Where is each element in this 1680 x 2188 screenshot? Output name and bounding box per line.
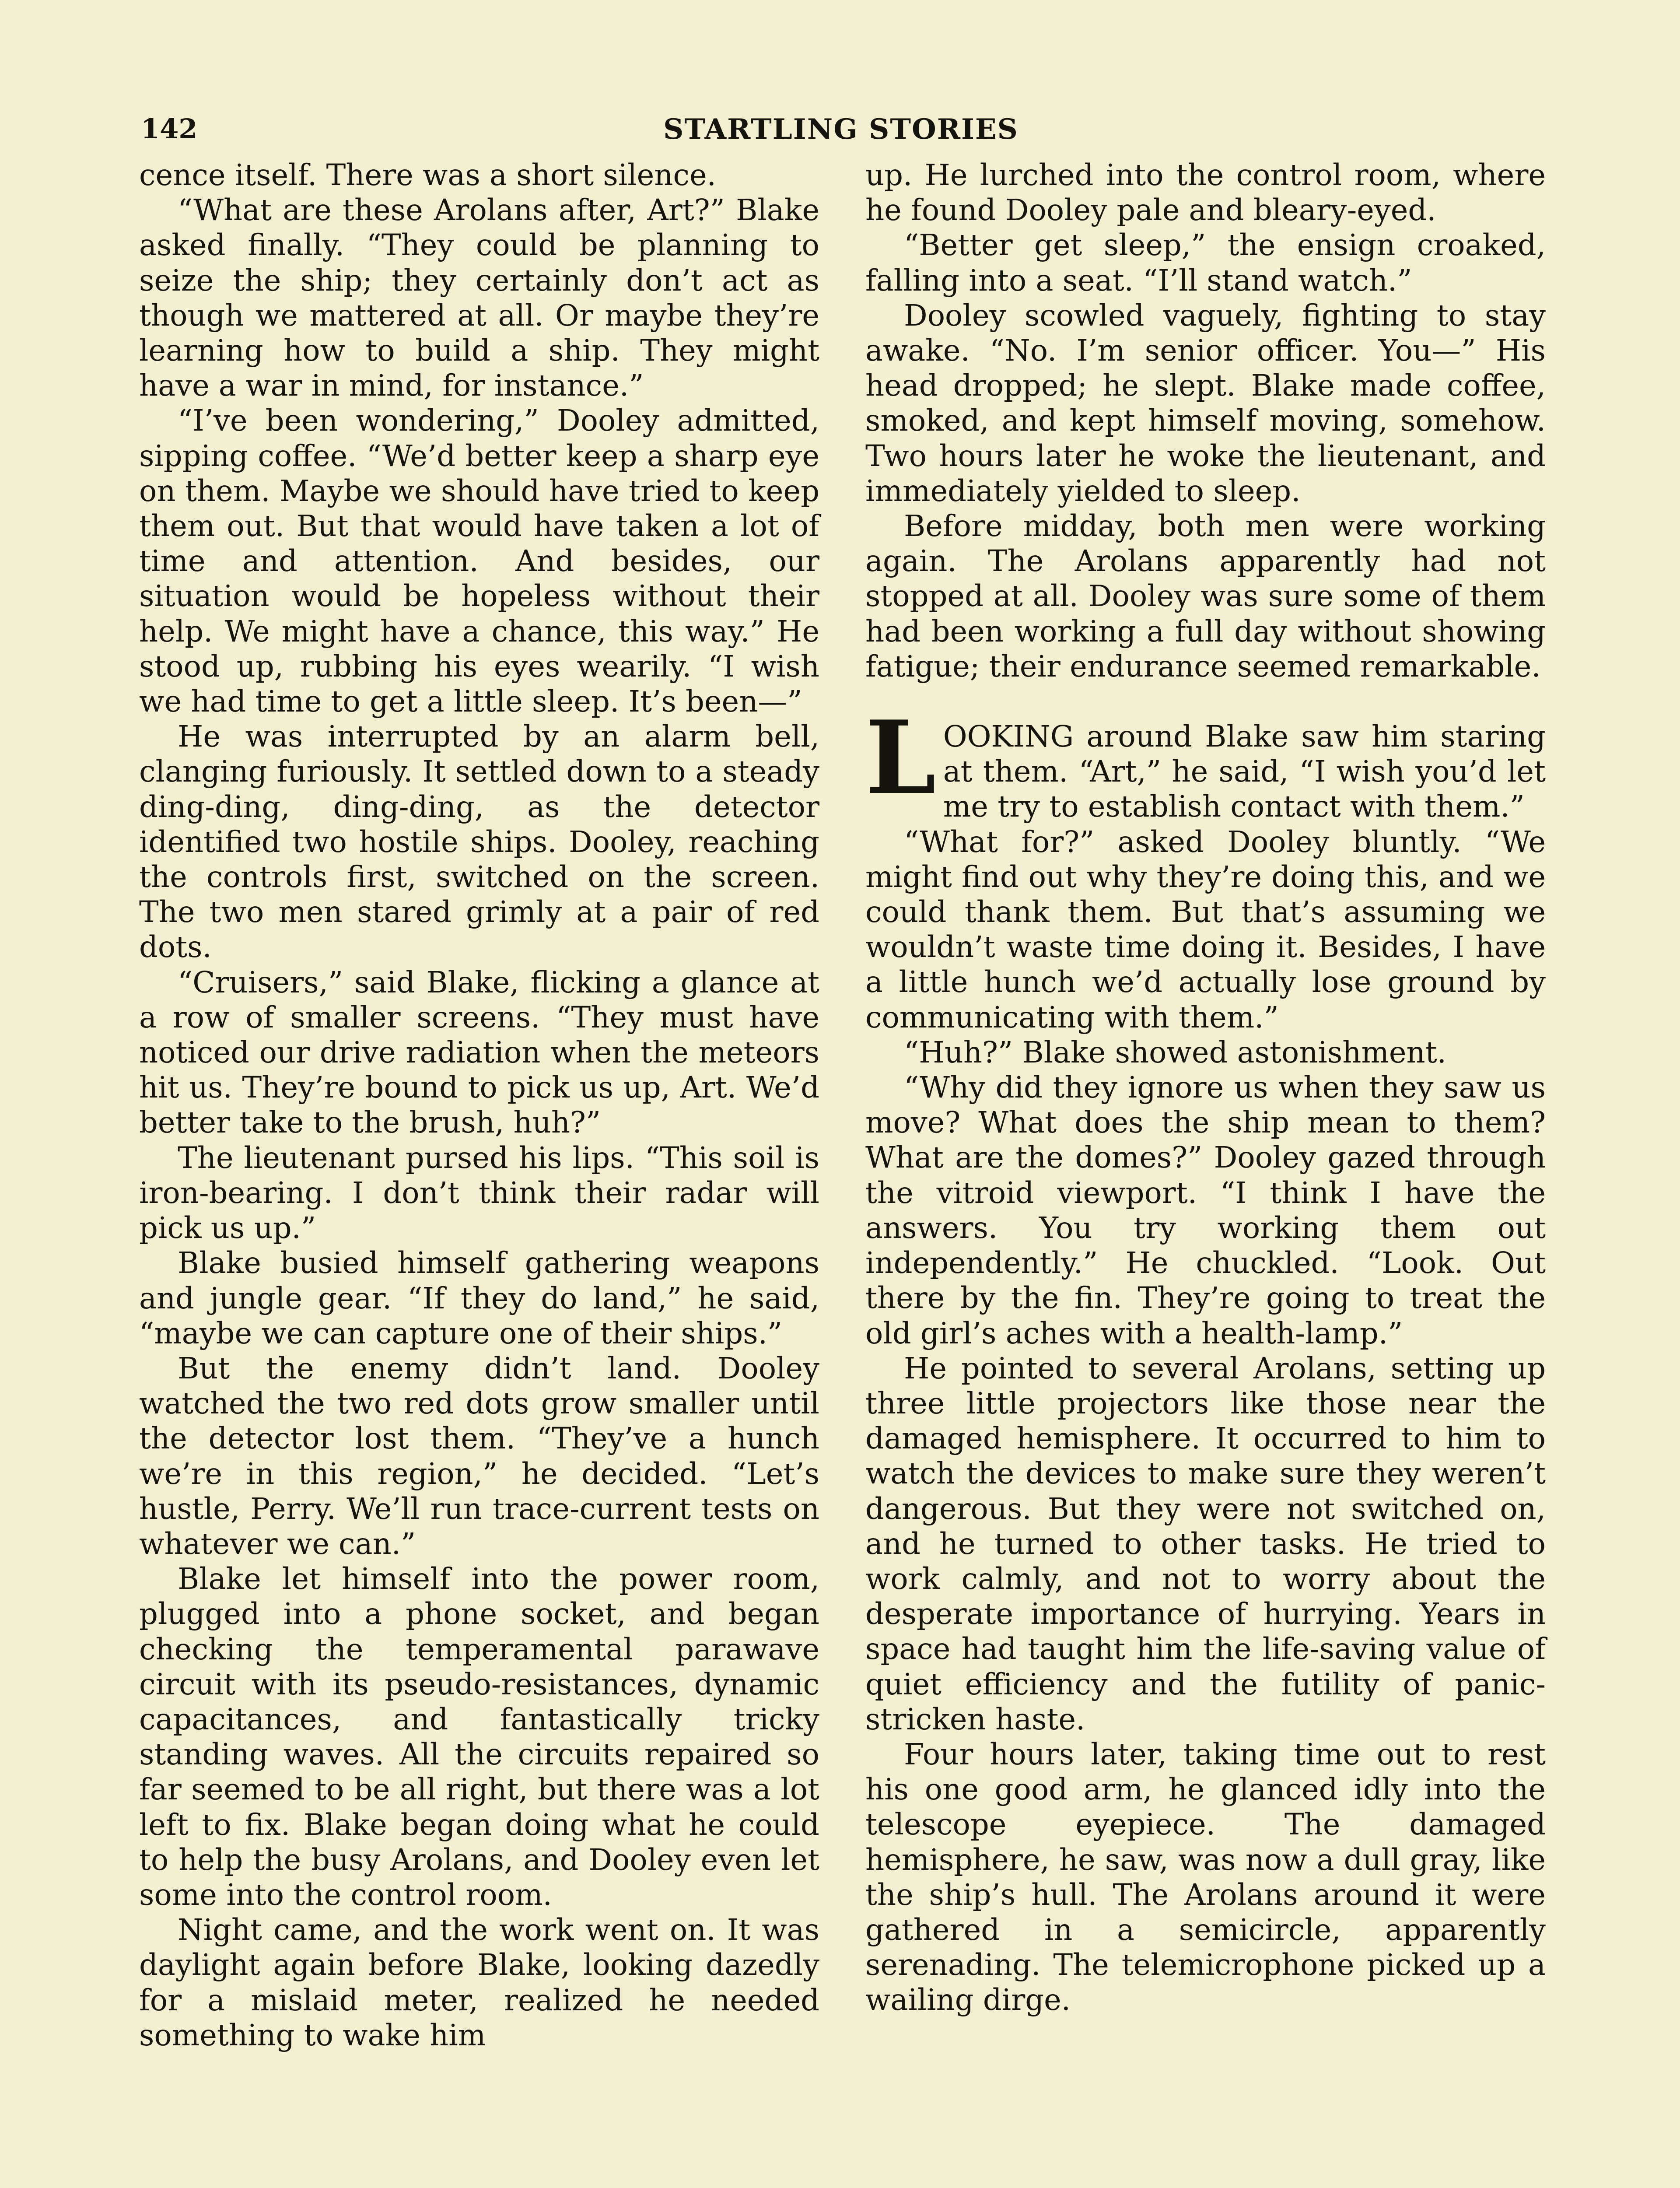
section-opening-text: OOKING around Blake saw him staring at them. “Art,” he said, “I wish you’d let me try to establish contact with them.”	[943, 719, 1546, 824]
paragraph: The lieutenant pursed his lips. “This soil is iron-bearing. I don’t think their radar will pick us up.”	[139, 1140, 819, 1245]
page-header	[141, 113, 1541, 152]
drop-cap: L	[865, 699, 936, 817]
right-column	[865, 158, 1546, 2018]
paragraph: “Huh?” Blake showed astonishment.	[904, 1035, 1446, 1069]
paragraph: Blake busied himself gathering weapons and jungle gear. “If they do land,” he said, “maybe we can capture one of their ships.”	[139, 1246, 819, 1350]
paragraph: Blake let himself into the power room, plugged into a phone socket, and began checking the temperamental parawave circuit with its pseudo-resistances, dynamic capacitances, and fantastically tricky standing waves. All the circuits repaired so far seemed to be all right, but there was a lot left to fix. Blake began doing what he could to help the busy Arolans, and Dooley even let some into the control room.	[139, 1562, 819, 1912]
paragraph: Dooley scowled vaguely, fighting to stay awake. “No. I’m senior officer. You—” His head dropped; he slept. Blake made coffee, smoked, and kept himself moving, somehow. Two hours later he woke the lieutenant, and immediately yielded to sleep.	[865, 298, 1546, 508]
paragraph: But the enemy didn’t land. Dooley watched the two red dots grow smaller until the detector lost them. “They’ve a hunch we’re in this region,” he decided. “Let’s hustle, Perry. We’ll run trace-current tests on whatever we can.”	[139, 1351, 819, 1561]
paragraph: Before midday, both men were working again. The Arolans apparently had not stopped at all. Dooley was sure some of them had been working a full day without showing fatigue; their endurance seemed remarkable.	[865, 509, 1546, 684]
paragraph: “What are these Arolans after, Art?” Blake asked finally. “They could be planning to seize the ship; they certainly don’t act as though we mattered at all. Or maybe they’re learning how to build a ship. They might have a war in mind, for instance.”	[139, 193, 819, 403]
paragraph: up. He lurched into the control room, where he found Dooley pale and bleary-eyed.	[865, 158, 1546, 228]
left-column	[139, 158, 819, 2053]
paragraph: “What for?” asked Dooley bluntly. “We might find out why they’re doing this, and we could thank them. But that’s assuming we wouldn’t waste time doing it. Besides, I have a little hunch we’d actually lose ground by communicating with them.”	[865, 824, 1546, 1034]
paragraph: “Better get sleep,” the ensign croaked, falling into a seat. “I’ll stand watch.”	[865, 228, 1546, 298]
paragraph: “Why did they ignore us when they saw us move? What does the ship mean to them? What are the domes?” Dooley gazed through the vitroid viewport. “I think I have the answers. You try working them out independently.” He chuckled. “Look. Out there by the fin. They’re going to treat the old girl’s aches with a health-lamp.”	[865, 1070, 1546, 1350]
paragraph: He was interrupted by an alarm bell, clanging furiously. It settled down to a steady ding-ding, ding-ding, as the detector identified two hostile ships. Dooley, reaching the controls first, switched on the screen. The two men stared grimly at a pair of red dots.	[139, 719, 819, 964]
section-opening-paragraph	[865, 699, 1546, 824]
paragraph: He pointed to several Arolans, setting up three little projectors like those near the damaged hemisphere. It occurred to him to watch the devices to make sure they weren’t dangerous. But they were not switched on, and he turned to other tasks. He tried to work calmly, and not to worry about the desperate importance of hurrying. Years in space had taught him the life-saving value of quiet efficiency and the futility of panic-stricken haste.	[865, 1351, 1546, 1736]
paragraph: Four hours later, taking time out to rest his one good arm, he glanced idly into the telescope eyepiece. The damaged hemisphere, he saw, was now a dull gray, like the ship’s hull. The Arolans around it were gathered in a semicircle, apparently serenading. The telemicrophone picked up a wailing dirge.	[865, 1737, 1546, 2017]
paragraph: Night came, and the work went on. It was daylight again before Blake, looking dazedly for a mislaid meter, realized he needed something to wake him	[139, 1913, 819, 2052]
page-number: 142	[141, 113, 198, 145]
paragraph: “I’ve been wondering,” Dooley admitted, sipping coffee. “We’d better keep a sharp eye on them. Maybe we should have tried to keep them out. But that would have taken a lot of time and attention. And besides, our situation would be hopeless without their help. We might have a chance, this way.” He stood up, rubbing his eyes wearily. “I wish we had time to get a little sleep. It’s been—”	[139, 403, 819, 719]
paragraph: “Cruisers,” said Blake, flicking a glance at a row of smaller screens. “They must have noticed our drive radiation when the meteors hit us. They’re bound to pick us up, Art. We’d better take to the brush, huh?”	[139, 965, 819, 1140]
magazine-title: STARTLING STORIES	[663, 113, 1018, 146]
paragraph: cence itself. There was a short silence.	[139, 158, 716, 192]
